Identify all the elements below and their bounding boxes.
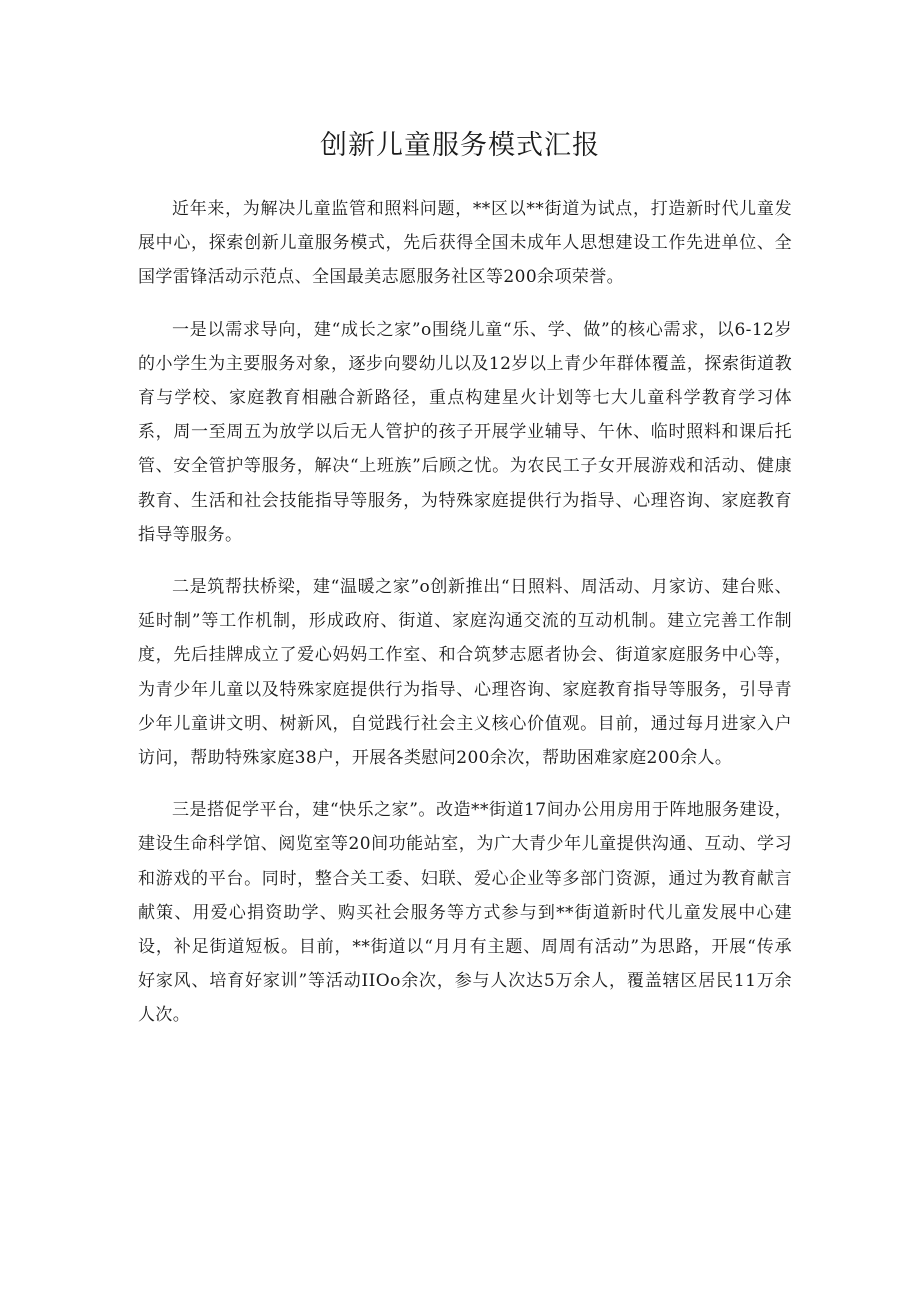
paragraph-warm-home: 二是筑帮扶桥梁，建“温暖之家”o创新推出“日照料、周活动、月家访、建台账、延时制”等工作机制，形成政府、街道、家庭沟通交流的互动机制。建立完善工作制度，先后挂牌成立了爱心妈妈工作室、和合筑梦志愿者协会、街道家庭服务中心等，为青少年儿童以及特殊家庭提供行为指导、心理咨询、家庭教育指导等服务，引导青少年儿童讲文明、树新风，自觉践行社会主义核心价值观。目前，通过每月进家入户访问，帮助特殊家庭38户，开展各类慰问200余次，帮助困难家庭200余人。 xyxy=(138,577,792,769)
paragraph-growth-home: 一是以需求导向，建“成长之家”o围绕儿童“乐、学、做”的核心需求，以6-12岁的小学生为主要服务对象，逐步向婴幼儿以及12岁以上青少年群体覆盖，探索街道教育与学校、家庭教育相融合新路径，重点构建星火计划等七大儿童科学教育学习体系，周一至周五为放学以后无人管护的孩子开展学业辅导、午休、临时照料和课后托管、安全管护等服务，解决“上班族”后顾之忧。为农民工子女开展游戏和活动、健康教育、生活和社会技能指导等服务，为特殊家庭提供行为指导、心理咨询、家庭教育指导等服务。 xyxy=(138,319,792,545)
paragraph-intro: 近年来，为解决儿童监管和照料问题，**区以**街道为试点，打造新时代儿童发展中心，探索创新儿童服务模式，先后获得全国未成年人思想建设工作先进单位、全国学雷锋活动示范点、全国最美志愿服务社区等200余项荣誉。 xyxy=(138,199,792,288)
paragraph-happy-home: 三是搭促学平台，建“快乐之家”。改造**街道17间办公用房用于阵地服务建设，建设生命科学馆、阅览室等20间功能站室，为广大青少年儿童提供沟通、互动、学习和游戏的平台。同时，整合关工委、妇联、爱心企业等多部门资源，通过为教育献言献策、用爱心捐资助学、购买社会服务等方式参与到**街道新时代儿童发展中心建设，补足街道短板。目前，**街道以“月月有主题、周周有活动”为思路，开展“传承好家风、培育好家训”等活动IIOo余次，参与人次达5万余人，覆盖辖区居民11万余人次。 xyxy=(138,800,792,1026)
document-body xyxy=(138,192,792,1033)
document-title: 创新儿童服务模式汇报 xyxy=(320,130,600,161)
